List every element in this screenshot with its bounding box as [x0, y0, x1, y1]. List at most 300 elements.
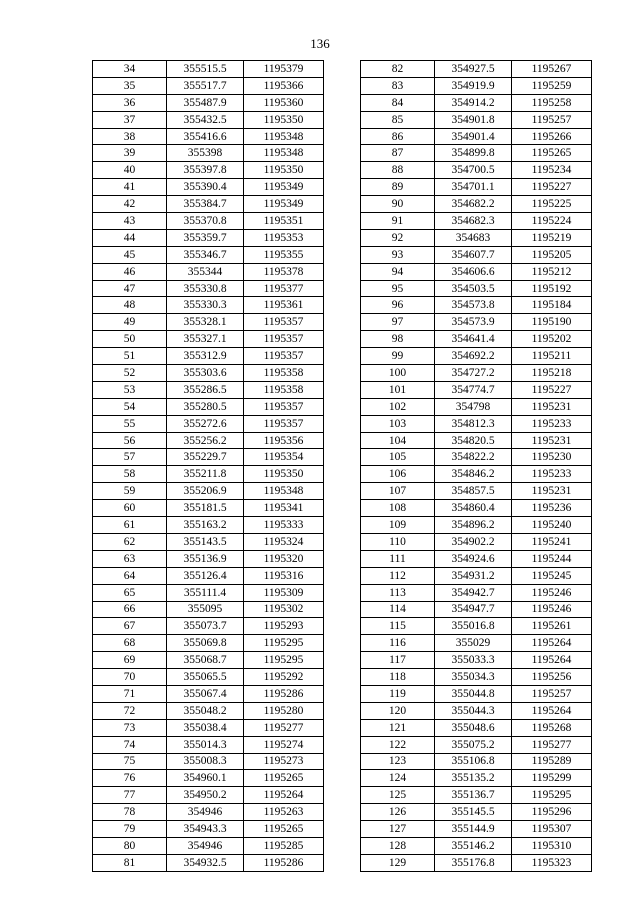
x-coordinate-cell: 354857.5	[435, 483, 512, 500]
x-coordinate-cell: 354919.9	[435, 77, 512, 94]
x-coordinate-cell: 355014.3	[167, 736, 244, 753]
table-row	[93, 601, 324, 618]
y-coordinate-cell: 1195240	[512, 517, 592, 534]
table-row	[93, 381, 324, 398]
y-coordinate-cell: 1195277	[244, 719, 324, 736]
y-coordinate-cell: 1195353	[244, 229, 324, 246]
x-coordinate-cell: 355256.2	[167, 432, 244, 449]
x-coordinate-cell: 355095	[167, 601, 244, 618]
y-coordinate-cell: 1195377	[244, 280, 324, 297]
x-coordinate-cell: 355065.5	[167, 669, 244, 686]
point-number-cell: 127	[361, 821, 435, 838]
point-number-cell: 76	[93, 770, 167, 787]
table-row	[93, 837, 324, 854]
table-row	[361, 365, 592, 382]
x-coordinate-cell: 354701.1	[435, 179, 512, 196]
table-row	[361, 381, 592, 398]
x-coordinate-cell: 354927.5	[435, 61, 512, 78]
x-coordinate-cell: 354932.5	[167, 854, 244, 871]
point-number-cell: 40	[93, 162, 167, 179]
y-coordinate-cell: 1195354	[244, 449, 324, 466]
table-row	[361, 331, 592, 348]
x-coordinate-cell: 355034.3	[435, 669, 512, 686]
x-coordinate-cell: 355135.2	[435, 770, 512, 787]
y-coordinate-cell: 1195320	[244, 550, 324, 567]
y-coordinate-cell: 1195274	[244, 736, 324, 753]
y-coordinate-cell: 1195295	[512, 787, 592, 804]
table-row	[93, 669, 324, 686]
point-number-cell: 117	[361, 652, 435, 669]
x-coordinate-cell: 355206.9	[167, 483, 244, 500]
x-coordinate-cell: 355111.4	[167, 584, 244, 601]
y-coordinate-cell: 1195192	[512, 280, 592, 297]
point-number-cell: 70	[93, 669, 167, 686]
x-coordinate-cell: 355126.4	[167, 567, 244, 584]
point-number-cell: 57	[93, 449, 167, 466]
y-coordinate-cell: 1195231	[512, 398, 592, 415]
x-coordinate-cell: 354943.3	[167, 821, 244, 838]
x-coordinate-cell: 354846.2	[435, 466, 512, 483]
point-number-cell: 124	[361, 770, 435, 787]
point-number-cell: 56	[93, 432, 167, 449]
point-number-cell: 103	[361, 415, 435, 432]
point-number-cell: 41	[93, 179, 167, 196]
x-coordinate-cell: 355044.3	[435, 702, 512, 719]
point-number-cell: 47	[93, 280, 167, 297]
y-coordinate-cell: 1195286	[244, 685, 324, 702]
x-coordinate-cell: 354700.5	[435, 162, 512, 179]
point-number-cell: 123	[361, 753, 435, 770]
point-number-cell: 128	[361, 837, 435, 854]
point-number-cell: 60	[93, 500, 167, 517]
point-number-cell: 66	[93, 601, 167, 618]
x-coordinate-cell: 354899.8	[435, 145, 512, 162]
y-coordinate-cell: 1195323	[512, 854, 592, 871]
y-coordinate-cell: 1195244	[512, 550, 592, 567]
y-coordinate-cell: 1195310	[512, 837, 592, 854]
x-coordinate-cell: 355143.5	[167, 533, 244, 550]
y-coordinate-cell: 1195257	[512, 685, 592, 702]
y-coordinate-cell: 1195265	[244, 821, 324, 838]
x-coordinate-cell: 355048.2	[167, 702, 244, 719]
point-number-cell: 100	[361, 365, 435, 382]
y-coordinate-cell: 1195348	[244, 145, 324, 162]
table-row	[361, 787, 592, 804]
x-coordinate-cell: 355416.6	[167, 128, 244, 145]
y-coordinate-cell: 1195350	[244, 111, 324, 128]
y-coordinate-cell: 1195218	[512, 365, 592, 382]
point-number-cell: 91	[361, 213, 435, 230]
y-coordinate-cell: 1195379	[244, 61, 324, 78]
table-row	[361, 719, 592, 736]
x-coordinate-cell: 355176.8	[435, 854, 512, 871]
point-number-cell: 71	[93, 685, 167, 702]
point-number-cell: 63	[93, 550, 167, 567]
coordinates-table-left	[92, 60, 324, 872]
table-row	[361, 61, 592, 78]
x-coordinate-cell: 355136.7	[435, 787, 512, 804]
point-number-cell: 104	[361, 432, 435, 449]
y-coordinate-cell: 1195227	[512, 179, 592, 196]
table-row	[361, 449, 592, 466]
table-row	[361, 635, 592, 652]
y-coordinate-cell: 1195231	[512, 483, 592, 500]
table-row	[93, 821, 324, 838]
x-coordinate-cell: 355370.8	[167, 213, 244, 230]
x-coordinate-cell: 355303.6	[167, 365, 244, 382]
y-coordinate-cell: 1195357	[244, 314, 324, 331]
point-number-cell: 112	[361, 567, 435, 584]
y-coordinate-cell: 1195316	[244, 567, 324, 584]
point-number-cell: 52	[93, 365, 167, 382]
y-coordinate-cell: 1195358	[244, 381, 324, 398]
x-coordinate-cell: 355359.7	[167, 229, 244, 246]
table-row	[93, 348, 324, 365]
x-coordinate-cell: 354947.7	[435, 601, 512, 618]
y-coordinate-cell: 1195190	[512, 314, 592, 331]
y-coordinate-cell: 1195295	[244, 635, 324, 652]
table-row	[361, 753, 592, 770]
x-coordinate-cell: 354682.2	[435, 196, 512, 213]
point-number-cell: 83	[361, 77, 435, 94]
x-coordinate-cell: 354727.2	[435, 365, 512, 382]
y-coordinate-cell: 1195234	[512, 162, 592, 179]
point-number-cell: 89	[361, 179, 435, 196]
x-coordinate-cell: 354820.5	[435, 432, 512, 449]
table-row	[361, 94, 592, 111]
point-number-cell: 44	[93, 229, 167, 246]
table-row	[361, 669, 592, 686]
table-row	[93, 635, 324, 652]
x-coordinate-cell: 354606.6	[435, 263, 512, 280]
y-coordinate-cell: 1195184	[512, 297, 592, 314]
table-row	[361, 348, 592, 365]
x-coordinate-cell: 355016.8	[435, 618, 512, 635]
point-number-cell: 92	[361, 229, 435, 246]
point-number-cell: 105	[361, 449, 435, 466]
x-coordinate-cell: 355517.7	[167, 77, 244, 94]
y-coordinate-cell: 1195211	[512, 348, 592, 365]
point-number-cell: 51	[93, 348, 167, 365]
point-number-cell: 79	[93, 821, 167, 838]
point-number-cell: 74	[93, 736, 167, 753]
y-coordinate-cell: 1195357	[244, 398, 324, 415]
y-coordinate-cell: 1195256	[512, 669, 592, 686]
y-coordinate-cell: 1195246	[512, 601, 592, 618]
point-number-cell: 39	[93, 145, 167, 162]
x-coordinate-cell: 355280.5	[167, 398, 244, 415]
y-coordinate-cell: 1195356	[244, 432, 324, 449]
x-coordinate-cell: 354798	[435, 398, 512, 415]
table-row	[361, 128, 592, 145]
x-coordinate-cell: 355330.8	[167, 280, 244, 297]
table-row	[361, 111, 592, 128]
table-row	[361, 517, 592, 534]
y-coordinate-cell: 1195378	[244, 263, 324, 280]
y-coordinate-cell: 1195341	[244, 500, 324, 517]
point-number-cell: 125	[361, 787, 435, 804]
table-row	[93, 111, 324, 128]
point-number-cell: 106	[361, 466, 435, 483]
table-row	[361, 567, 592, 584]
table-row	[93, 787, 324, 804]
y-coordinate-cell: 1195309	[244, 584, 324, 601]
point-number-cell: 109	[361, 517, 435, 534]
y-coordinate-cell: 1195280	[244, 702, 324, 719]
point-number-cell: 67	[93, 618, 167, 635]
point-number-cell: 72	[93, 702, 167, 719]
x-coordinate-cell: 354901.8	[435, 111, 512, 128]
y-coordinate-cell: 1195307	[512, 821, 592, 838]
table-row	[93, 584, 324, 601]
y-coordinate-cell: 1195348	[244, 483, 324, 500]
point-number-cell: 46	[93, 263, 167, 280]
y-coordinate-cell: 1195349	[244, 196, 324, 213]
x-coordinate-cell: 355029	[435, 635, 512, 652]
point-number-cell: 62	[93, 533, 167, 550]
point-number-cell: 75	[93, 753, 167, 770]
x-coordinate-cell: 355106.8	[435, 753, 512, 770]
table-row	[361, 533, 592, 550]
x-coordinate-cell: 354573.8	[435, 297, 512, 314]
table-row	[361, 179, 592, 196]
x-coordinate-cell: 354902.2	[435, 533, 512, 550]
y-coordinate-cell: 1195292	[244, 669, 324, 686]
y-coordinate-cell: 1195350	[244, 162, 324, 179]
x-coordinate-cell: 355069.8	[167, 635, 244, 652]
table-row	[93, 246, 324, 263]
point-number-cell: 120	[361, 702, 435, 719]
table-row	[361, 229, 592, 246]
y-coordinate-cell: 1195324	[244, 533, 324, 550]
y-coordinate-cell: 1195245	[512, 567, 592, 584]
point-number-cell: 115	[361, 618, 435, 635]
point-number-cell: 87	[361, 145, 435, 162]
x-coordinate-cell: 354774.7	[435, 381, 512, 398]
y-coordinate-cell: 1195227	[512, 381, 592, 398]
y-coordinate-cell: 1195267	[512, 61, 592, 78]
point-number-cell: 93	[361, 246, 435, 263]
table-row	[93, 719, 324, 736]
table-row	[361, 162, 592, 179]
table-row	[93, 331, 324, 348]
x-coordinate-cell: 354942.7	[435, 584, 512, 601]
table-row	[93, 652, 324, 669]
x-coordinate-cell: 355397.8	[167, 162, 244, 179]
x-coordinate-cell: 355344	[167, 263, 244, 280]
x-coordinate-cell: 354946	[167, 804, 244, 821]
point-number-cell: 37	[93, 111, 167, 128]
table-row	[361, 500, 592, 517]
y-coordinate-cell: 1195357	[244, 415, 324, 432]
x-coordinate-cell: 355487.9	[167, 94, 244, 111]
x-coordinate-cell: 355146.2	[435, 837, 512, 854]
table-row	[361, 601, 592, 618]
table-row	[361, 145, 592, 162]
table-row	[361, 415, 592, 432]
table-row	[93, 500, 324, 517]
y-coordinate-cell: 1195273	[244, 753, 324, 770]
table-row	[361, 213, 592, 230]
point-number-cell: 96	[361, 297, 435, 314]
point-number-cell: 86	[361, 128, 435, 145]
x-coordinate-cell: 355327.1	[167, 331, 244, 348]
y-coordinate-cell: 1195295	[244, 652, 324, 669]
table-row	[361, 854, 592, 871]
table-row	[361, 736, 592, 753]
y-coordinate-cell: 1195357	[244, 331, 324, 348]
y-coordinate-cell: 1195225	[512, 196, 592, 213]
x-coordinate-cell: 354683	[435, 229, 512, 246]
point-number-cell: 110	[361, 533, 435, 550]
point-number-cell: 53	[93, 381, 167, 398]
point-number-cell: 64	[93, 567, 167, 584]
x-coordinate-cell: 354896.2	[435, 517, 512, 534]
y-coordinate-cell: 1195264	[512, 652, 592, 669]
y-coordinate-cell: 1195233	[512, 466, 592, 483]
x-coordinate-cell: 354914.2	[435, 94, 512, 111]
table-row	[93, 128, 324, 145]
table-row	[361, 246, 592, 263]
y-coordinate-cell: 1195202	[512, 331, 592, 348]
point-number-cell: 68	[93, 635, 167, 652]
table-row	[361, 432, 592, 449]
x-coordinate-cell: 354950.2	[167, 787, 244, 804]
point-number-cell: 45	[93, 246, 167, 263]
point-number-cell: 98	[361, 331, 435, 348]
table-row	[361, 77, 592, 94]
table-row	[361, 280, 592, 297]
y-coordinate-cell: 1195366	[244, 77, 324, 94]
y-coordinate-cell: 1195257	[512, 111, 592, 128]
x-coordinate-cell: 355229.7	[167, 449, 244, 466]
table-row	[361, 314, 592, 331]
table-row	[93, 77, 324, 94]
table-row	[361, 652, 592, 669]
point-number-cell: 36	[93, 94, 167, 111]
x-coordinate-cell: 355144.9	[435, 821, 512, 838]
table-row	[93, 854, 324, 871]
point-number-cell: 42	[93, 196, 167, 213]
table-row	[93, 685, 324, 702]
y-coordinate-cell: 1195241	[512, 533, 592, 550]
point-number-cell: 61	[93, 517, 167, 534]
table-row	[93, 280, 324, 297]
table-row	[93, 145, 324, 162]
x-coordinate-cell: 354924.6	[435, 550, 512, 567]
point-number-cell: 129	[361, 854, 435, 871]
y-coordinate-cell: 1195333	[244, 517, 324, 534]
y-coordinate-cell: 1195348	[244, 128, 324, 145]
page-number: 136	[310, 36, 330, 51]
x-coordinate-cell: 355286.5	[167, 381, 244, 398]
x-coordinate-cell: 355136.9	[167, 550, 244, 567]
x-coordinate-cell: 354822.2	[435, 449, 512, 466]
x-coordinate-cell: 355044.8	[435, 685, 512, 702]
table-row	[93, 213, 324, 230]
table-row	[93, 263, 324, 280]
point-number-cell: 54	[93, 398, 167, 415]
y-coordinate-cell: 1195205	[512, 246, 592, 263]
y-coordinate-cell: 1195285	[244, 837, 324, 854]
table-row	[93, 314, 324, 331]
point-number-cell: 35	[93, 77, 167, 94]
table-row	[93, 517, 324, 534]
y-coordinate-cell: 1195268	[512, 719, 592, 736]
x-coordinate-cell: 355346.7	[167, 246, 244, 263]
y-coordinate-cell: 1195293	[244, 618, 324, 635]
y-coordinate-cell: 1195259	[512, 77, 592, 94]
x-coordinate-cell: 355075.2	[435, 736, 512, 753]
y-coordinate-cell: 1195264	[512, 702, 592, 719]
y-coordinate-cell: 1195231	[512, 432, 592, 449]
y-coordinate-cell: 1195266	[512, 128, 592, 145]
table-row	[93, 466, 324, 483]
table-row	[93, 179, 324, 196]
table-row	[93, 398, 324, 415]
x-coordinate-cell: 355163.2	[167, 517, 244, 534]
y-coordinate-cell: 1195350	[244, 466, 324, 483]
point-number-cell: 49	[93, 314, 167, 331]
x-coordinate-cell: 354682.3	[435, 213, 512, 230]
x-coordinate-cell: 354607.7	[435, 246, 512, 263]
table-row	[361, 398, 592, 415]
x-coordinate-cell: 355038.4	[167, 719, 244, 736]
point-number-cell: 113	[361, 584, 435, 601]
point-number-cell: 38	[93, 128, 167, 145]
point-number-cell: 88	[361, 162, 435, 179]
x-coordinate-cell: 355515.5	[167, 61, 244, 78]
y-coordinate-cell: 1195265	[244, 770, 324, 787]
point-number-cell: 95	[361, 280, 435, 297]
x-coordinate-cell: 355211.8	[167, 466, 244, 483]
y-coordinate-cell: 1195358	[244, 365, 324, 382]
point-number-cell: 119	[361, 685, 435, 702]
table-row	[361, 483, 592, 500]
table-row	[361, 466, 592, 483]
y-coordinate-cell: 1195212	[512, 263, 592, 280]
table-row	[361, 837, 592, 854]
table-row	[93, 753, 324, 770]
point-number-cell: 107	[361, 483, 435, 500]
point-number-cell: 73	[93, 719, 167, 736]
x-coordinate-cell: 355398	[167, 145, 244, 162]
table-body-right	[361, 61, 592, 872]
point-number-cell: 82	[361, 61, 435, 78]
point-number-cell: 97	[361, 314, 435, 331]
point-number-cell: 65	[93, 584, 167, 601]
x-coordinate-cell: 355073.7	[167, 618, 244, 635]
y-coordinate-cell: 1195299	[512, 770, 592, 787]
point-number-cell: 77	[93, 787, 167, 804]
point-number-cell: 84	[361, 94, 435, 111]
point-number-cell: 121	[361, 719, 435, 736]
x-coordinate-cell: 355033.3	[435, 652, 512, 669]
table-row	[93, 365, 324, 382]
x-coordinate-cell: 354946	[167, 837, 244, 854]
table-row	[361, 821, 592, 838]
table-row	[93, 567, 324, 584]
y-coordinate-cell: 1195230	[512, 449, 592, 466]
y-coordinate-cell: 1195261	[512, 618, 592, 635]
table-row	[93, 162, 324, 179]
point-number-cell: 114	[361, 601, 435, 618]
point-number-cell: 50	[93, 331, 167, 348]
table-row	[93, 736, 324, 753]
x-coordinate-cell: 355181.5	[167, 500, 244, 517]
x-coordinate-cell: 354641.4	[435, 331, 512, 348]
table-row	[93, 770, 324, 787]
